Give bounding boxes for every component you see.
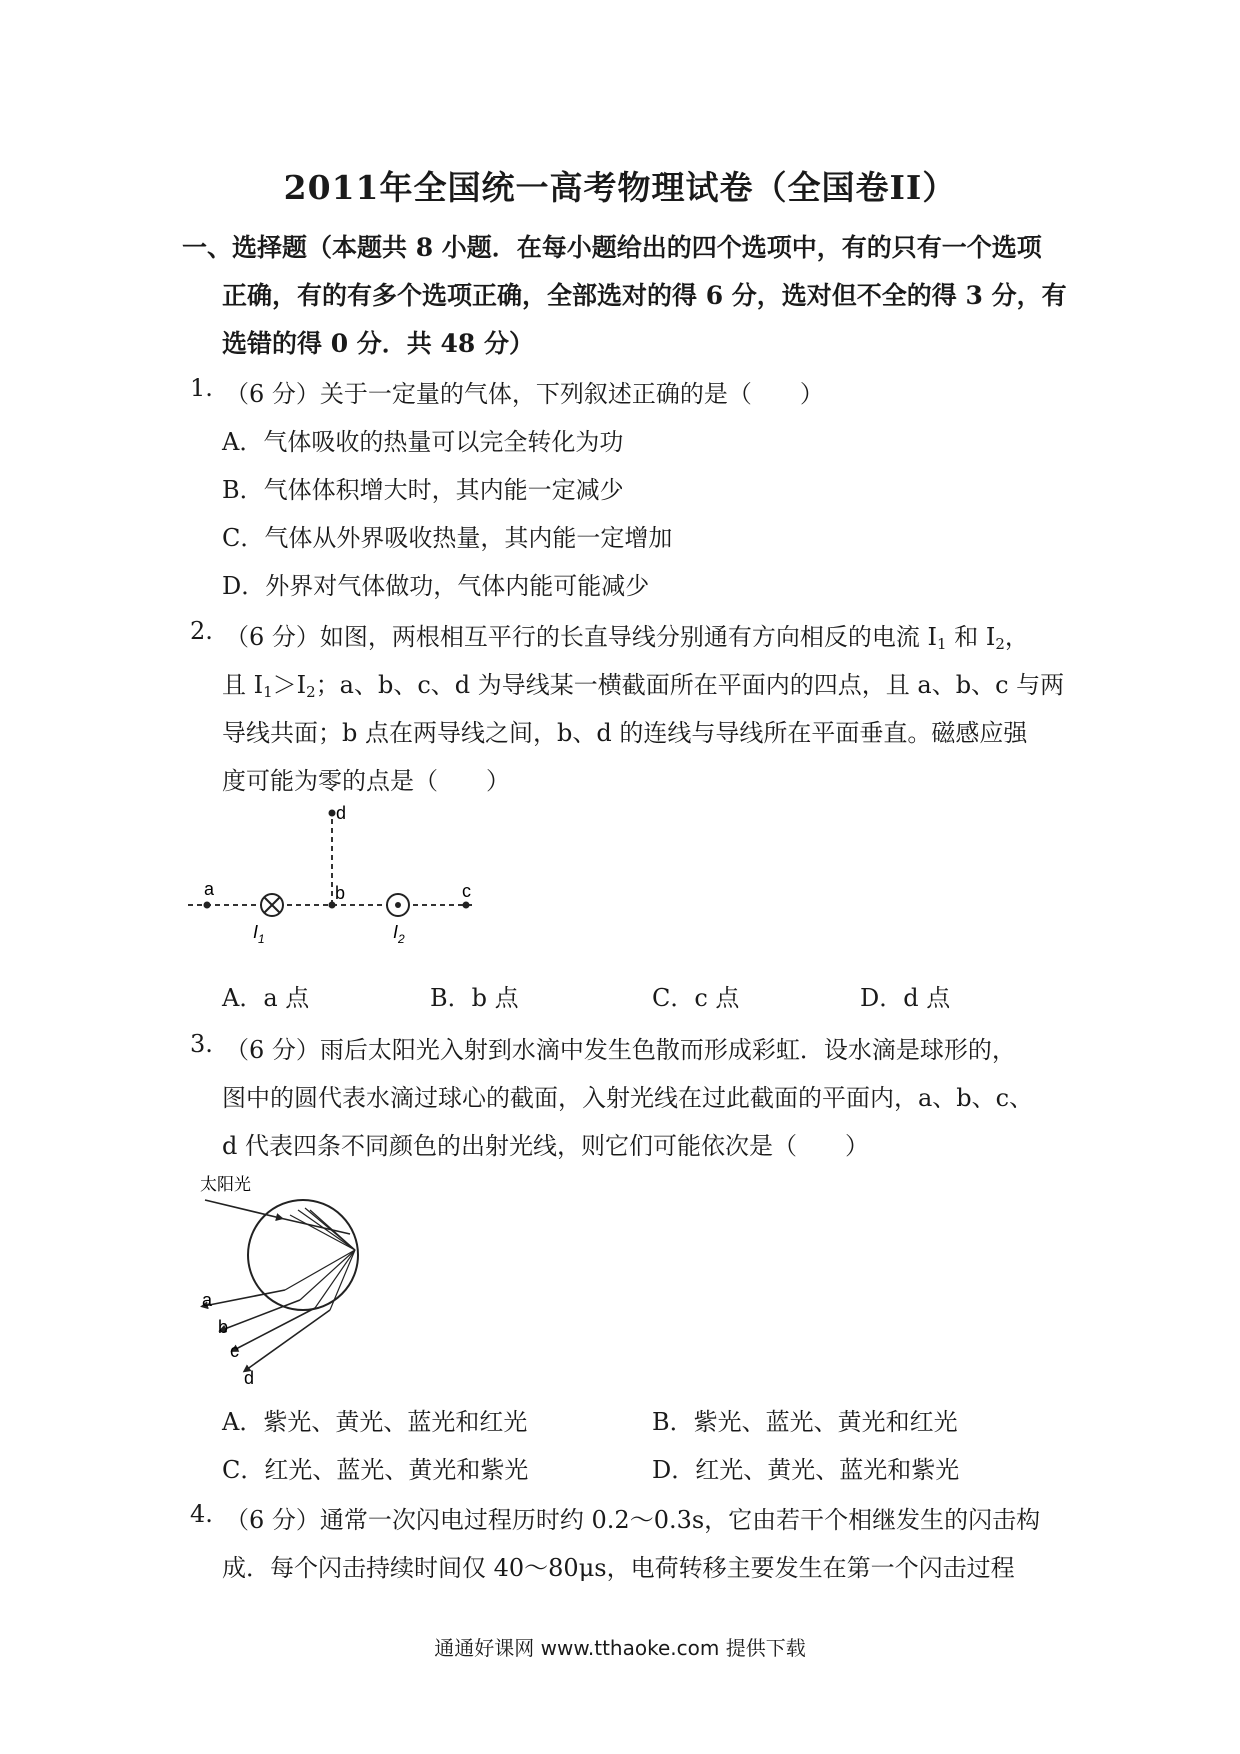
label-i1: $I_1$ (253, 922, 265, 946)
question-3-option-d: D．红光、黄光、蓝光和紫光 (652, 1456, 960, 1484)
label-c: c (230, 1341, 239, 1361)
wires-diagram (180, 795, 500, 965)
question-3-number: 3. (190, 1030, 213, 1058)
question-2-option-b: B．b 点 (430, 984, 519, 1012)
question-2-number: 2. (190, 617, 213, 645)
question-2-line-1: （6 分）如图，两根相互平行的长直导线分别通有方向相反的电流 $I_1$ 和 $I_2$， (225, 623, 1029, 653)
question-1-option-d: D．外界对气体做功，气体内能可能减少 (222, 572, 650, 600)
label-a: a (202, 1290, 213, 1310)
current-out-of-page-icon (387, 894, 409, 916)
question-3-line-2: 图中的圆代表水滴过球心的截面，入射光线在过此截面的平面内，a、b、c、 (222, 1084, 1034, 1112)
label-b: b (218, 1317, 229, 1337)
section-heading-line-3: 选错的得 0 分．共 48 分） (222, 329, 535, 358)
current-into-page-icon (261, 894, 283, 916)
label-i2: $I_2$ (393, 922, 405, 946)
section-heading-line-2: 正确，有的有多个选项正确，全部选对的得 6 分，选对但不全的得 3 分，有 (222, 281, 1067, 310)
question-2-line-4: 度可能为零的点是（ ） (222, 767, 510, 795)
label-d: d (336, 803, 347, 823)
question-1-stem: （6 分）关于一定量的气体，下列叙述正确的是（ ） (225, 380, 824, 408)
question-2-option-a: A．a 点 (222, 984, 310, 1012)
question-3-option-b: B．紫光、蓝光、黄光和红光 (652, 1408, 958, 1436)
question-1-number: 1. (190, 374, 213, 402)
ray-b (222, 1300, 300, 1330)
question-3-line-1: （6 分）雨后太阳光入射到水滴中发生色散而形成彩虹．设水滴是球形的， (225, 1036, 1016, 1064)
question-3-line-3: d 代表四条不同颜色的出射光线，则它们可能依次是（ ） (222, 1132, 869, 1160)
question-4-line-1: （6 分）通常一次闪电过程历时约 0.2～0.3s，它由若干个相继发生的闪击构 (225, 1506, 1041, 1534)
question-4-number: 4. (190, 1500, 213, 1528)
question-1-option-c: C．气体从外界吸收热量，其内能一定增加 (222, 524, 673, 552)
label-d: d (244, 1368, 255, 1388)
question-3-option-a: A．紫光、黄光、蓝光和红光 (222, 1408, 528, 1436)
section-heading-line-1: 一、选择题（本题共 8 小题．在每小题给出的四个选项中，有的只有一个选项 (182, 233, 1042, 262)
label-b: b (335, 883, 346, 903)
incident-ray (205, 1200, 280, 1218)
ray-a (204, 1290, 285, 1306)
sunlight-label: 太阳光 (200, 1175, 251, 1194)
question-2-option-c: C．c 点 (652, 984, 740, 1012)
page-title: 2011年全国统一高考物理试卷（全国卷II） (283, 168, 957, 207)
label-a: a (204, 879, 215, 899)
point-c (463, 902, 470, 909)
question-3-option-c: C．红光、蓝光、黄光和紫光 (222, 1456, 529, 1484)
point-a (204, 902, 211, 909)
question-2-line-2: 且 $I_1>I_2$；a、b、c、d 为导线某一横截面所在平面内的四点，且 a、b、c 与两 (222, 671, 1065, 701)
question-1-option-a: A．气体吸收的热量可以完全转化为功 (222, 428, 624, 456)
ray-d (246, 1310, 330, 1370)
question-2-line-3: 导线共面；b 点在两导线之间，b、d 的连线与导线所在平面垂直。磁感应强 (222, 719, 1028, 747)
question-2-option-d: D．d 点 (860, 984, 951, 1012)
refracted-ray (280, 1218, 350, 1234)
question-1-option-b: B．气体体积增大时，其内能一定减少 (222, 476, 624, 504)
question-4-line-2: 成．每个闪击持续时间仅 40～80μs，电荷转移主要发生在第一个闪击过程 (222, 1554, 1015, 1582)
point-d (329, 810, 336, 817)
label-c: c (462, 881, 471, 901)
raindrop-dispersion-diagram (190, 1170, 390, 1395)
page-footer: 通通好课网 www.tthaoke.com 提供下载 (434, 1636, 806, 1660)
